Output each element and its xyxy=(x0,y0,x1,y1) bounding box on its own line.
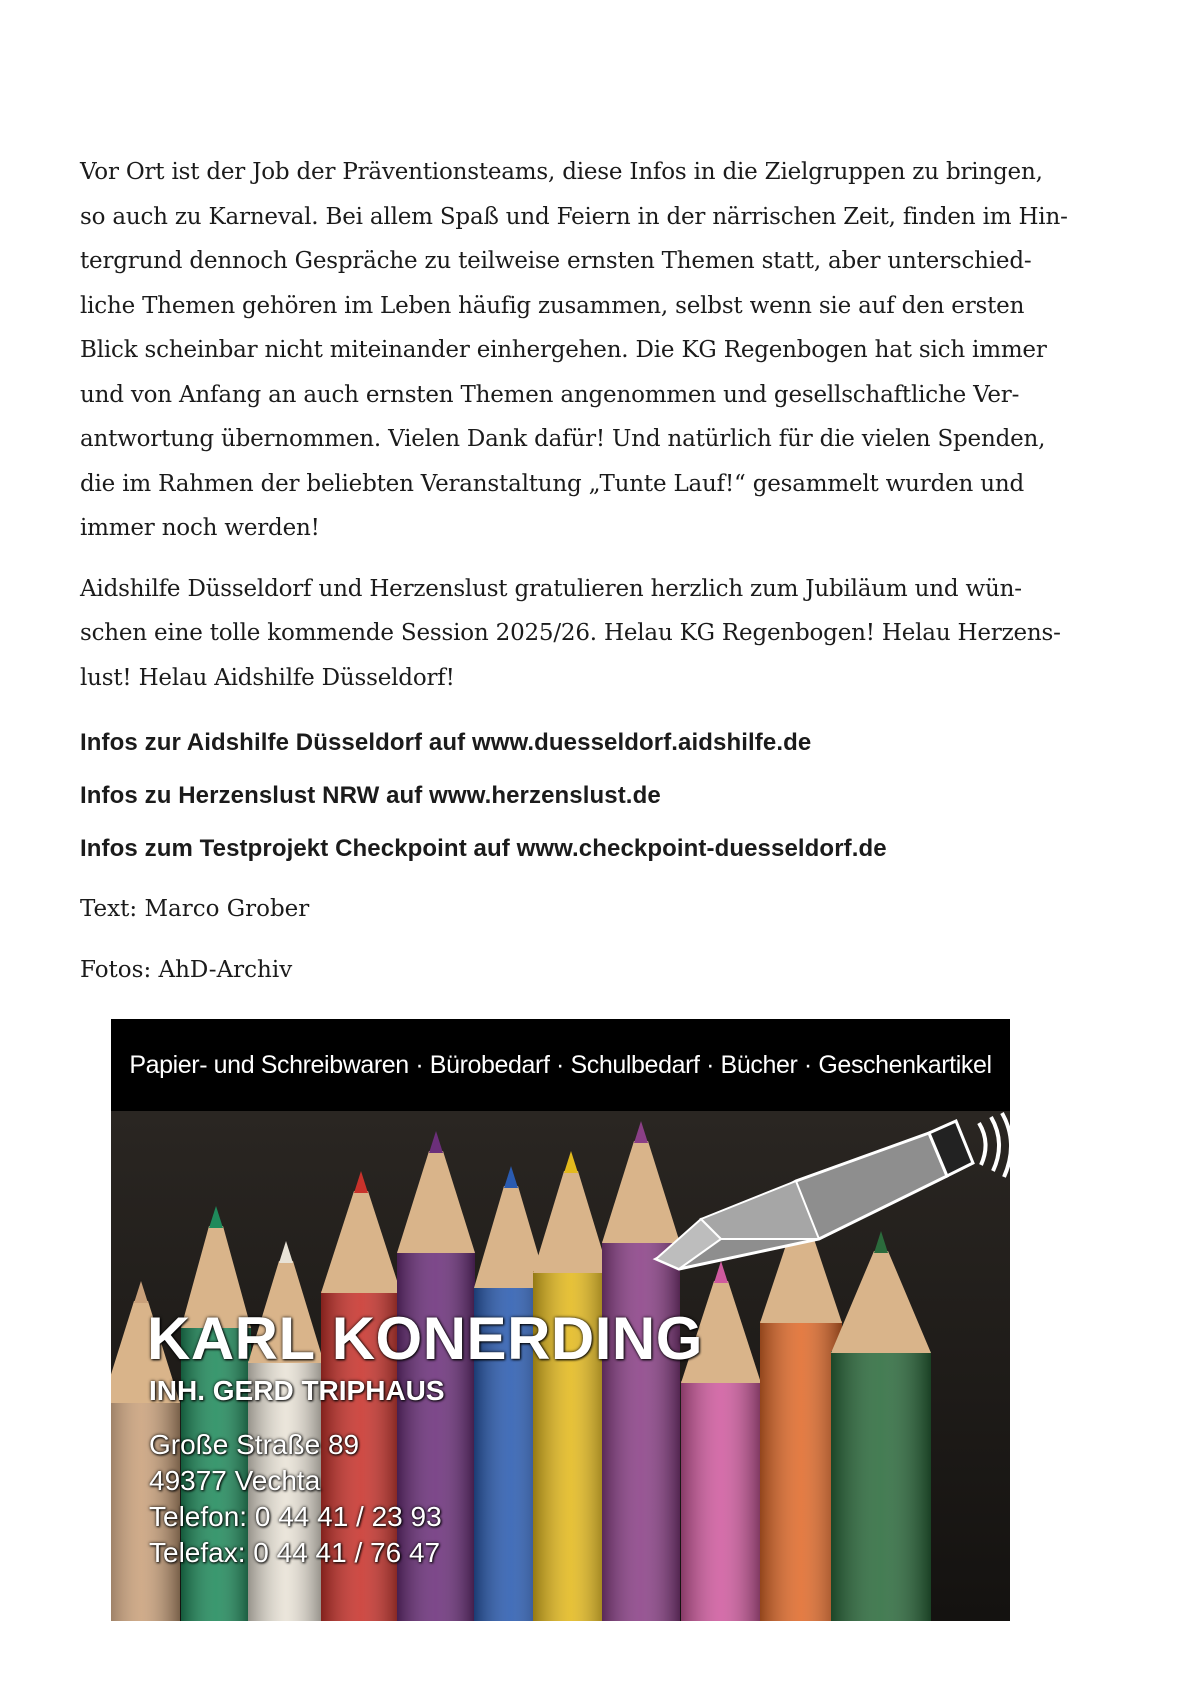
ad-tagline: Papier- und Schreibwaren · Bürobedarf · Schulbedarf · Bücher · Geschenkartikel xyxy=(111,1019,1010,1111)
article xyxy=(80,150,1080,1001)
credits xyxy=(80,879,1080,1001)
owner-name: INH. GERD TRIPHAUS xyxy=(149,1375,445,1406)
postal-city: 49377 Vechta xyxy=(149,1465,321,1496)
fax-number: Telefax: 0 44 41 / 76 47 xyxy=(149,1537,441,1568)
info-links xyxy=(80,716,1080,875)
street-address: Große Straße 89 xyxy=(149,1429,360,1460)
konerding-advertisement xyxy=(111,1019,1010,1621)
ad-contact-block xyxy=(147,1307,703,1571)
brand-name: KARL KONERDING xyxy=(147,1305,703,1372)
info-herzenslust-link[interactable]: Infos zu Herzenslust NRW auf www.herzenslust.de xyxy=(80,782,661,809)
phone-number[interactable]: Telefon: 0 44 41 / 23 93 xyxy=(149,1501,442,1532)
photo-credit: Fotos: AhD-Archiv xyxy=(80,957,293,983)
info-checkpoint-link[interactable]: Infos zum Testprojekt Checkpoint auf www.checkpoint-duesseldorf.de xyxy=(80,835,887,862)
article-paragraph: Vor Ort ist der Job der Präventionsteams, diese Infos in die Zielgruppen zu bringen, so auch zu Karneval. Bei allem Spaß und Feiern in der närrischen Zeit, finden im Hin- tergrund dennoch Gespräche zu teilweise ernsten Themen statt, aber unterschied- liche Themen gehören im Leben häufig zusammen, selbst wenn sie auf den ersten Blick scheinbar nicht miteinander einhergehen. Die KG Regenbogen hat sich immer und von Anfang an auch ernsten Themen angenommen und gesellschaftliche Ver- antwortung übernommen. Vielen Dank dafür! Und natürlich für die vielen Spenden, die im Rahmen der beliebten Veranstaltung „Tunte Lauf!“ gesammelt wurden und immer noch werden! xyxy=(80,159,1068,541)
text-credit: Text: Marco Grober xyxy=(80,896,310,922)
article-paragraph: Aidshilfe Düsseldorf und Herzenslust gratulieren herzlich zum Jubiläum und wün- schen eine tolle kommende Session 2025/26. Helau KG Regenbogen! Helau Herzens- lust! Helau Aidshilfe Düsseldorf! xyxy=(80,575,1061,691)
info-aidshilfe-link[interactable]: Infos zur Aidshilfe Düsseldorf auf www.duesseldorf.aidshilfe.de xyxy=(80,729,812,756)
